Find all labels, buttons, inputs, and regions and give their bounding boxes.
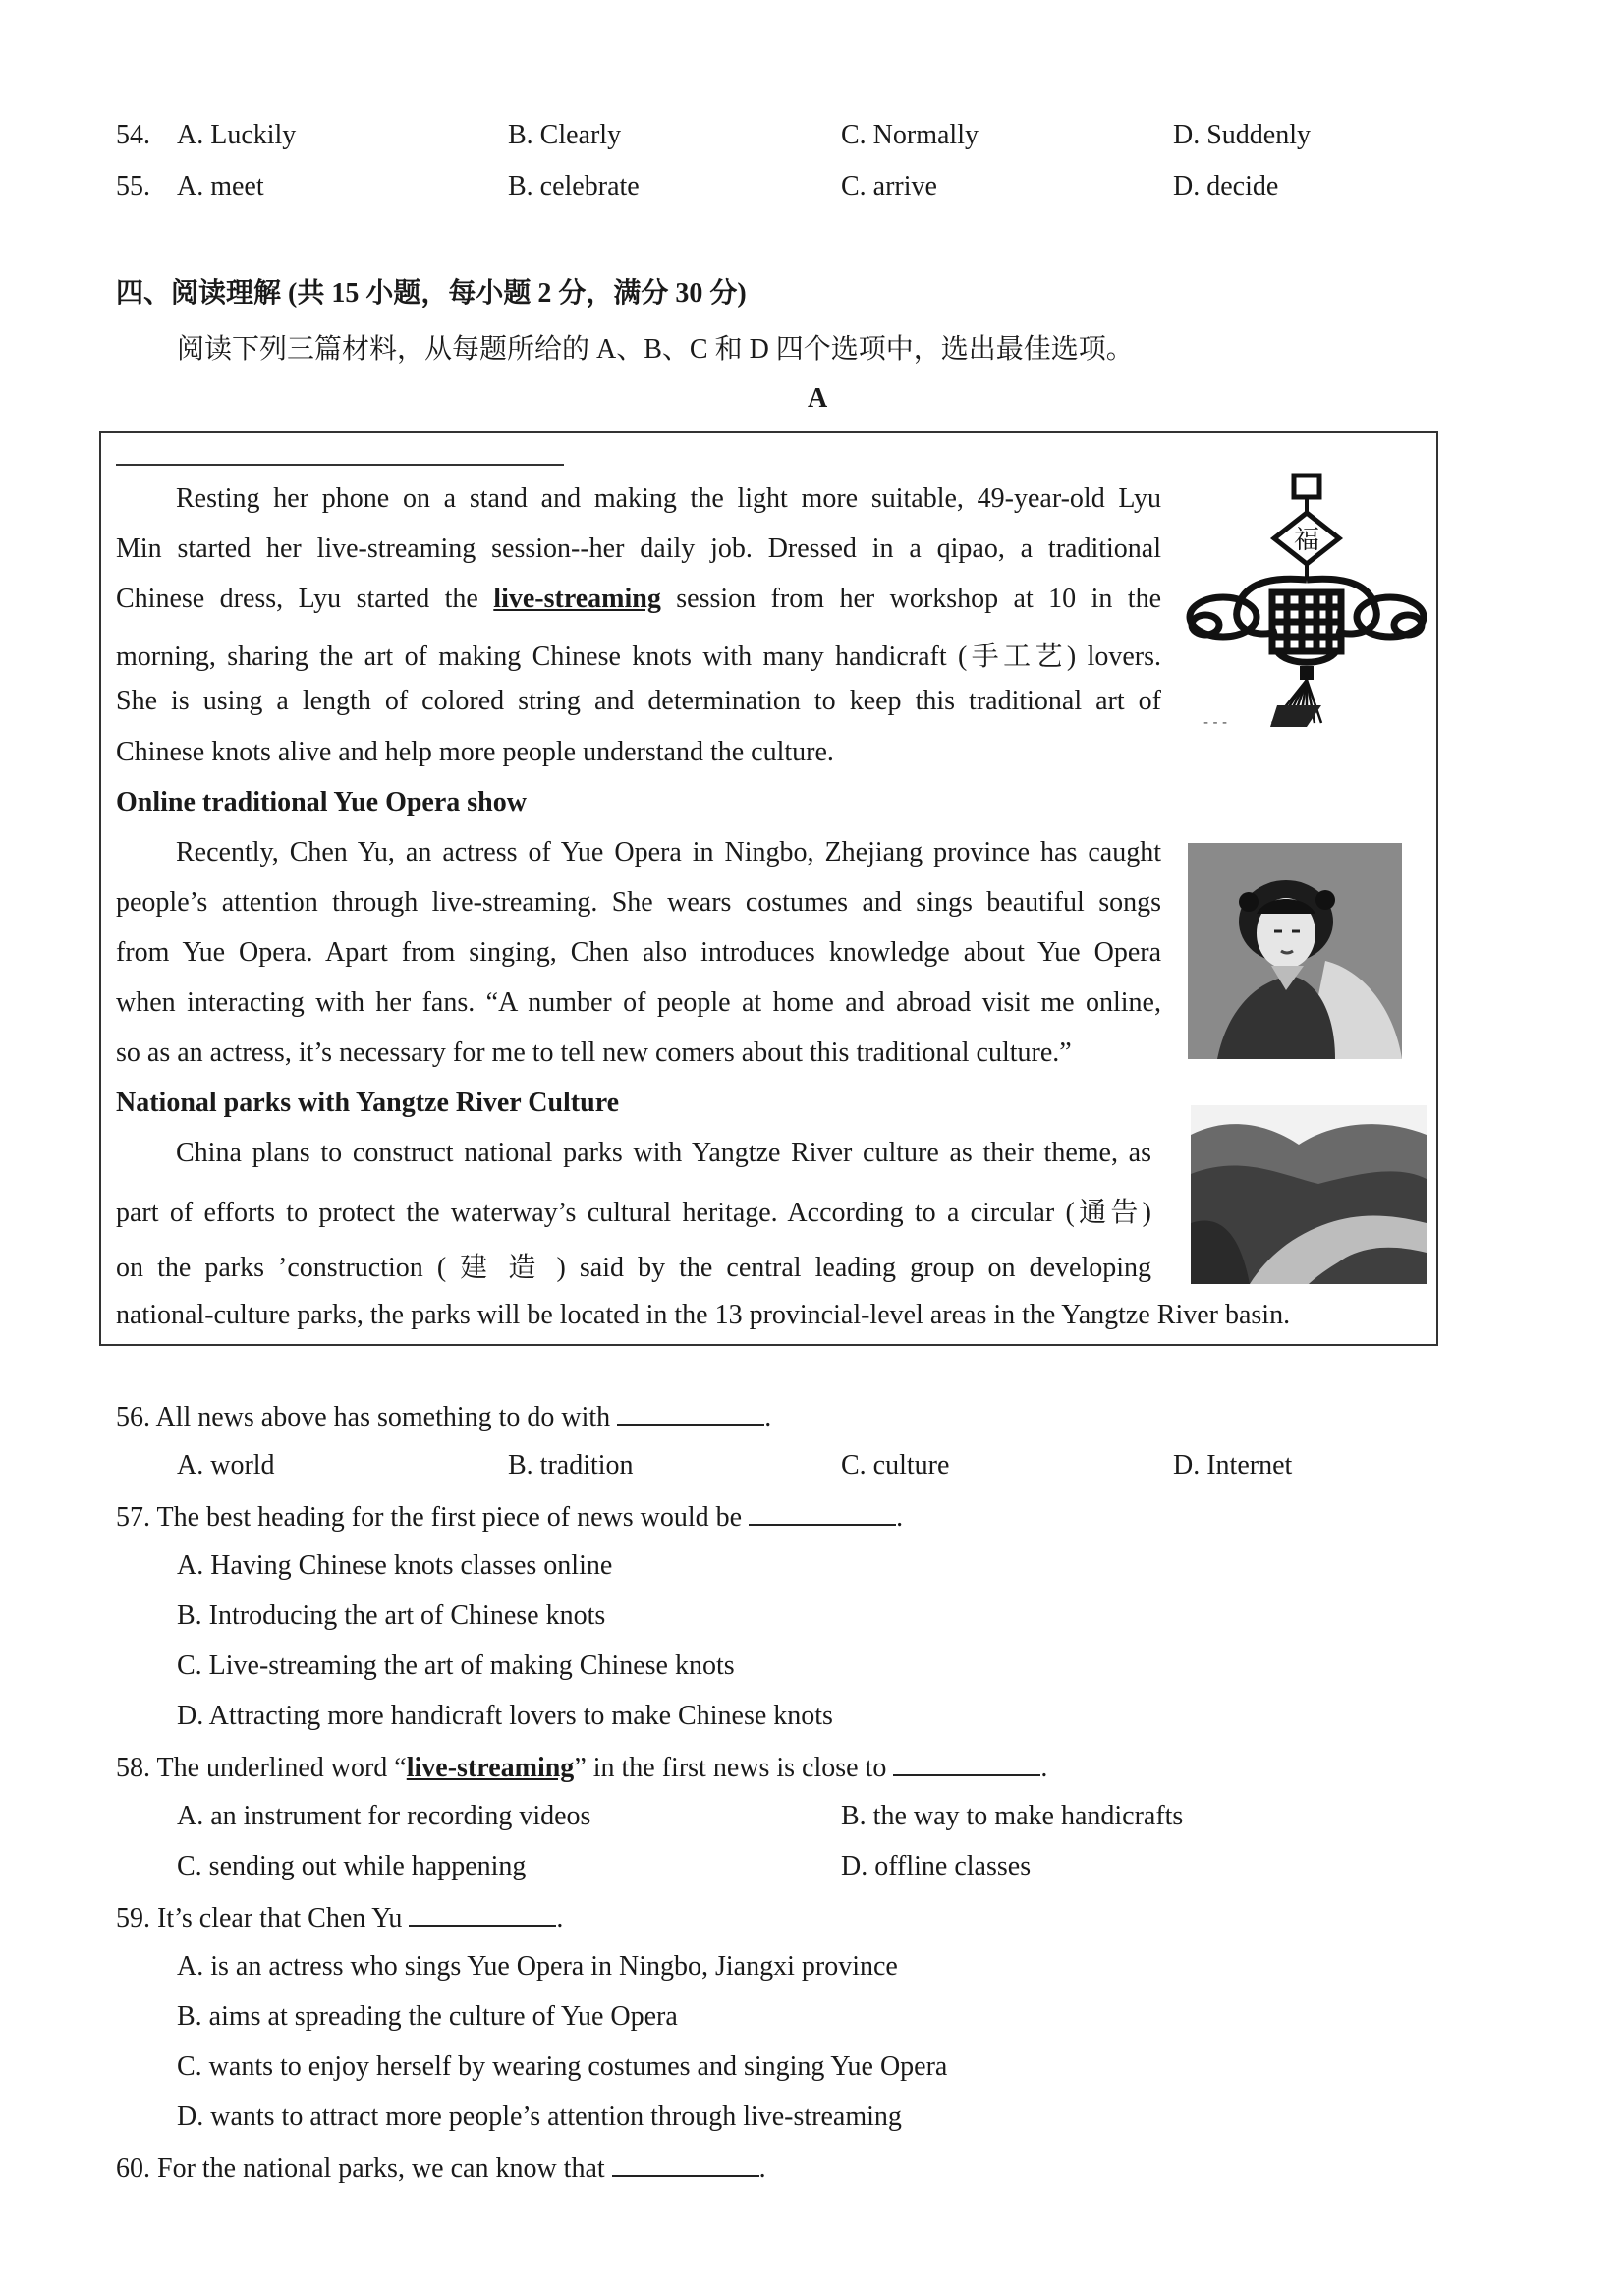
q60-period: . [758,2154,766,2184]
q56-option-d[interactable]: D. Internet [1173,1450,1293,1481]
q55-option-c[interactable]: C. arrive [841,171,937,201]
p3-line-2: part of efforts to protect the waterway’s cultural heritage. According to a circular (通告) [116,1198,1151,1228]
q56-stem-text: 56. All news above has something to do with [116,1402,611,1432]
divider-line [116,464,564,466]
yangtze-river-image [1191,1105,1427,1284]
p2-line-4: when interacting with her fans. “A number of people at home and abroad visit me online, [116,987,1161,1018]
section-instruction: 阅读下列三篇材料，从每题所给的 A、B、C 和 D 四个选项中，选出最佳选项。 [177,334,1134,364]
q60-answer-blank[interactable] [612,2152,759,2177]
q59-period: . [556,1903,564,1933]
q54-option-b[interactable]: B. Clearly [508,120,622,150]
svg-text:- - -: - - - [1203,715,1228,730]
q60-stem [116,2152,766,2185]
q56-option-c[interactable]: C. culture [841,1450,950,1481]
q58-option-c[interactable]: C. sending out while happening [177,1851,527,1881]
q56-period: . [764,1402,772,1432]
q59-stem [116,1901,563,1934]
q54-option-c[interactable]: C. Normally [841,120,979,150]
q57-option-d[interactable]: D. Attracting more handicraft lovers to make Chinese knots [177,1701,833,1731]
chinese-knot-image [1184,470,1429,730]
q54-option-d[interactable]: D. Suddenly [1173,120,1311,150]
q54-number: 54. [116,120,150,150]
p2-line-2: people’s attention through live-streaming. She wears costumes and sings beautiful songs [116,887,1161,918]
p1-line-5: She is using a length of colored string and determination to keep this traditional art of [116,686,1161,716]
q57-answer-blank[interactable] [749,1500,896,1526]
q56-option-b[interactable]: B. tradition [508,1450,634,1481]
fu-character: 福 [1293,526,1320,555]
q59-option-b[interactable]: B. aims at spreading the culture of Yue Opera [177,2001,678,2032]
p1-line-3 [116,584,1161,615]
p2-line-3: from Yue Opera. Apart from singing, Chen also introduces knowledge about Yue Opera [116,937,1161,968]
q56-answer-blank[interactable] [617,1400,764,1426]
q59-option-a[interactable]: A. is an actress who sings Yue Opera in Ningbo, Jiangxi province [177,1951,898,1982]
underlined-word: live-streaming [493,584,661,614]
q59-option-c[interactable]: C. wants to enjoy herself by wearing costumes and singing Yue Opera [177,2051,948,2082]
heading-yue-opera: Online traditional Yue Opera show [116,787,527,817]
p2-line-5: so as an actress, it’s necessary for me to tell new comers about this traditional culture.” [116,1037,1072,1068]
passage-label: A [808,383,828,414]
heading-national-parks: National parks with Yangtze River Culture [116,1088,620,1118]
q56-option-a[interactable]: A. world [177,1450,275,1481]
p1-line-6: Chinese knots alive and help more people understand the culture. [116,737,834,767]
q60-stem-text: 60. For the national parks, we can know that [116,2154,605,2184]
opera-actress-image [1188,843,1402,1059]
q54-option-a[interactable]: A. Luckily [177,120,297,150]
p3-line-3: on the parks ’construction ( 建 造 ) said by the central leading group on developing [116,1253,1151,1283]
q58-stem [116,1751,1047,1784]
p3-line-1: China plans to construct national parks with Yangtze River culture as their theme, as [176,1138,1151,1168]
section-title: 四、阅读理解 (共 15 小题，每小题 2 分，满分 30 分) [116,278,747,308]
q58-stem-end: ” in the first news is close to [574,1753,887,1783]
q55-option-d[interactable]: D. decide [1173,171,1279,201]
q58-option-d[interactable]: D. offline classes [841,1851,1032,1881]
q57-option-c[interactable]: C. Live-streaming the art of making Chinese knots [177,1651,735,1681]
p3-line-4: national-culture parks, the parks will be located in the 13 provincial-level areas in the Yangtze River basin. [116,1300,1291,1330]
q57-stem-text: 57. The best heading for the first piece of news would be [116,1502,743,1533]
p2-line-1: Recently, Chen Yu, an actress of Yue Opera in Ningbo, Zhejiang province has caught [176,837,1161,868]
p1-line-3-end: session from her workshop at 10 in the [660,584,1161,614]
q59-stem-text: 59. It’s clear that Chen Yu [116,1903,403,1933]
q58-option-b[interactable]: B. the way to make handicrafts [841,1801,1184,1831]
q58-stem-start: 58. The underlined word “ [116,1753,407,1783]
q55-option-a[interactable]: A. meet [177,171,264,201]
p1-line-1: Resting her phone on a stand and making the light more suitable, 49-year-old Lyu [176,483,1161,514]
p1-line-2: Min started her live-streaming session--her daily job. Dressed in a qipao, a traditional [116,533,1161,564]
q55-number: 55. [116,171,150,201]
q56-stem [116,1400,771,1433]
q57-period: . [896,1502,904,1533]
q57-option-b[interactable]: B. Introducing the art of Chinese knots [177,1600,606,1631]
q55-option-b[interactable]: B. celebrate [508,171,640,201]
p1-line-4: morning, sharing the art of making Chinese knots with many handicraft (手工艺) lovers. [116,642,1161,672]
q57-option-a[interactable]: A. Having Chinese knots classes online [177,1550,613,1581]
q58-underlined-word: live-streaming [406,1753,575,1783]
q58-option-a[interactable]: A. an instrument for recording videos [177,1801,591,1831]
q59-option-d[interactable]: D. wants to attract more people’s attention through live-streaming [177,2101,902,2132]
p1-line-3-start: Chinese dress, Lyu started the [116,584,494,614]
q58-answer-blank[interactable] [893,1751,1040,1776]
q57-stem [116,1500,903,1534]
q59-answer-blank[interactable] [409,1901,556,1927]
q58-period: . [1040,1753,1048,1783]
